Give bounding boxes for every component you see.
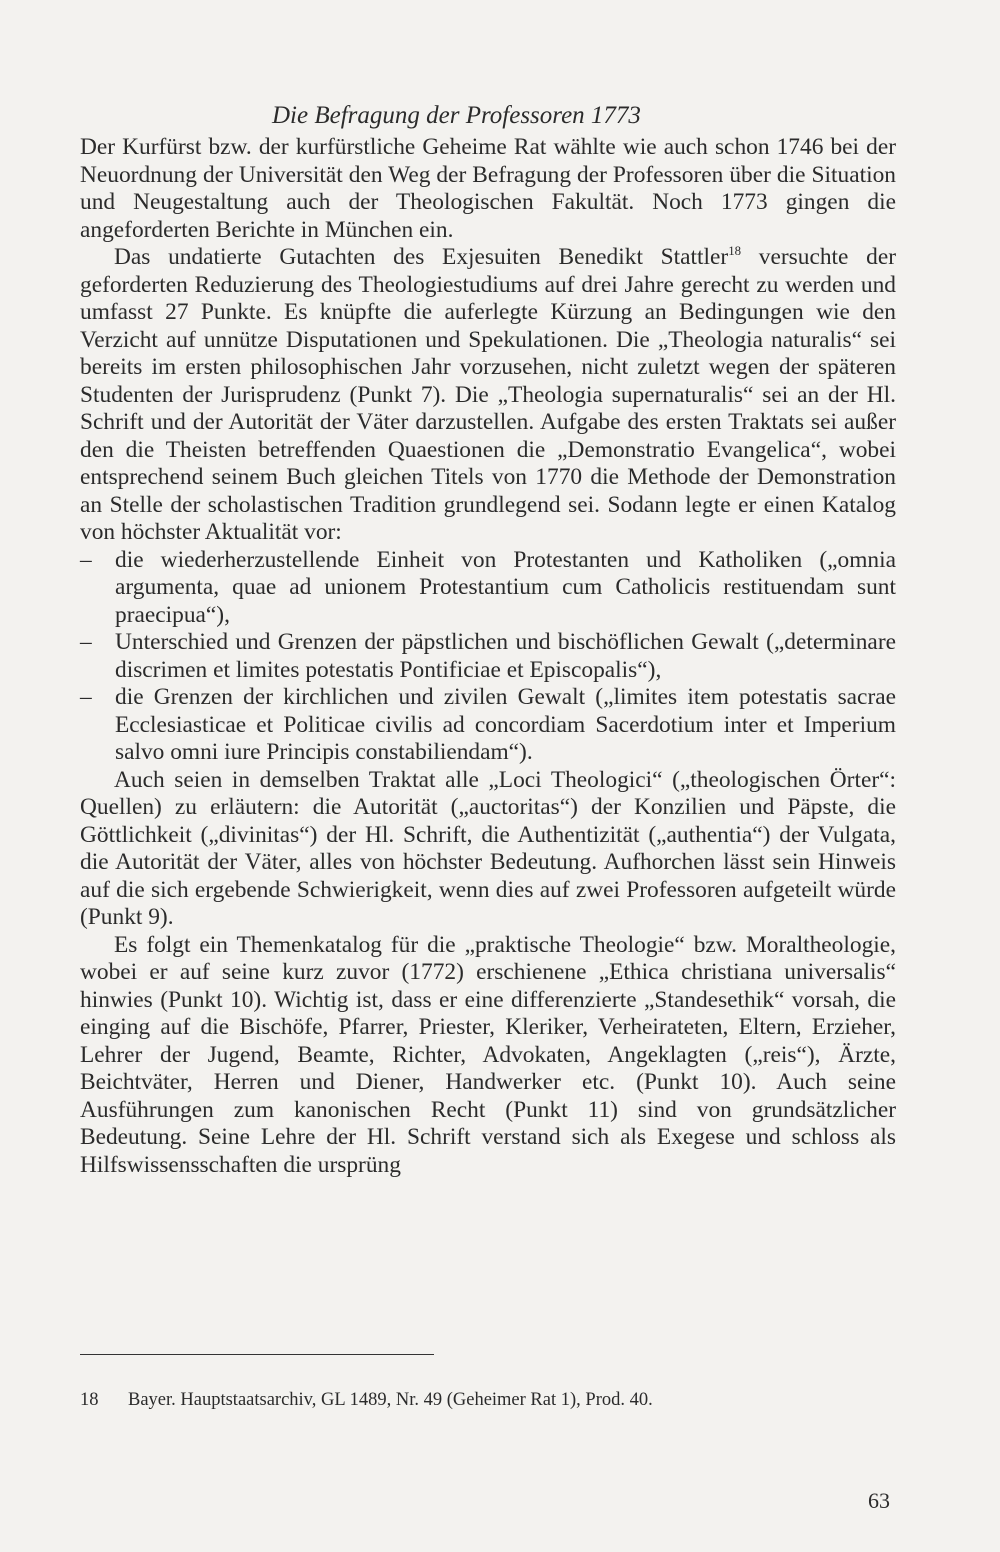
list-item [80, 629, 896, 684]
paragraph-2-lead: Das undatierte Gutachten des Exjesuiten Benedikt Stattler [114, 244, 729, 270]
page-number: 63 [868, 1488, 890, 1513]
list-item-text: die Grenzen der kirchlichen und zivilen Gewalt („limites item potestatis sacrae Ecclesiasticae et Politicae civilis ad concordiam Sacerdotium inter et Imperium salvo omni iure Principis constabiliendam“). [115, 684, 896, 765]
footnote-number: 18 [80, 1390, 99, 1410]
paragraph-2-rest: versuchte der geforderten Reduzierung des Theologiestudiums auf drei Jahre gerecht zu werden und umfasst 27 Punkte. Es knüpfte die auferlegte Kürzung an Bedingungen wie den Verzicht auf unnütze Disputationen und Spekulationen. Die „Theologia naturalis“ sei bereits im ersten philosophischen Jahr vorzusehen, nicht zuletzt wegen der späteren Studenten der Jurisprudenz (Punkt 7). Die „Theologia supernaturalis“ sei an der Hl. Schrift und der Autorität der Väter darzustellen. Aufgabe des ersten Traktats sei außer den die Theisten betreffenden Quaestionen die „Demonstratio Evangelica“, wobei entsprechend seinem Buch gleichen Titels von 1770 die Methode der Demonstration an Stelle der scholastischen Tradition grundlegend sei. Sodann legte er einen Katalog von höchster Aktualität vor: [80, 244, 896, 545]
paragraph-1: Der Kurfürst bzw. der kurfürstliche Geheime Rat wählte wie auch schon 1746 bei der Neuordnung der Universität den Weg der Befragung der Professoren über die Situation und Neugestaltung auch der Theologischen Fakultät. Noch 1773 gingen die angeforderten Berichte in München ein. [80, 134, 896, 243]
paragraph-3: Auch seien in demselben Traktat alle „Loci Theologici“ („theologischen Örter“: Quellen) zu erläutern: die Autorität („auctoritas“) der Konzilien und Päpste, die Göttlichkeit („divinitas“) der Hl. Schrift, die Authentizität („authentia“) der Vulgata, die Autorität der Väter, alles von höchster Bedeutung. Aufhorchen lässt sein Hinweis auf die sich ergebende Schwierigkeit, wenn dies auf zwei Professoren aufgeteilt würde (Punkt 9). [80, 766, 896, 930]
list-dash: – [80, 684, 92, 710]
list-item [80, 684, 896, 767]
list-item-text: Unterschied und Grenzen der päpstlichen und bischöflichen Gewalt („determinare discrimen et limites potestatis Pontificiae et Episcopalis“), [115, 629, 896, 683]
body-text [80, 134, 896, 1179]
paragraph-2 [80, 244, 896, 547]
list-item-text: die wiederherzustellende Einheit von Protestanten und Katholiken („omnia argumenta, quae ad unionem Protestantium cum Catholicis restituendam sunt praecipua“), [115, 546, 896, 628]
list-dash: – [80, 629, 92, 655]
footnote-separator [80, 1354, 434, 1355]
list-item [80, 547, 896, 630]
running-header: Die Befragung der Professoren 1773 [272, 102, 641, 129]
footnote-reference[interactable]: 18 [728, 244, 742, 259]
footnote [80, 1388, 653, 1412]
paragraph-4: Es folgt ein Themenkatalog für die „praktische Theologie“ bzw. Moraltheologie, wobei er auf seine kurz zuvor (1772) erschienene „Ethica christiana universalis“ hinwies (Punkt 10). Wichtig ist, dass er eine differenzierte „Standesethik“ vorsah, die einging auf die Bischöfe, Pfarrer, Priester, Kleriker, Verheirateten, Eltern, Erzieher, Lehrer der Jugend, Beamte, Richter, Advokaten, Angeklagten („reis“), Ärzte, Beichtväter, Herren und Diener, Handwerker etc. (Punkt 10). Auch seine Ausführungen zum kanonischen Recht (Punkt 11) sind von grundsätzlicher Bedeutung. Seine Lehre der Hl. Schrift verstand sich als Exegese und schloss als Hilfswissensschaften die ursprüng [80, 931, 896, 1178]
footnote-text: Bayer. Hauptstaatsarchiv, GL 1489, Nr. 49 (Geheimer Rat 1), Prod. 40. [128, 1390, 653, 1410]
list-dash: – [80, 546, 92, 573]
